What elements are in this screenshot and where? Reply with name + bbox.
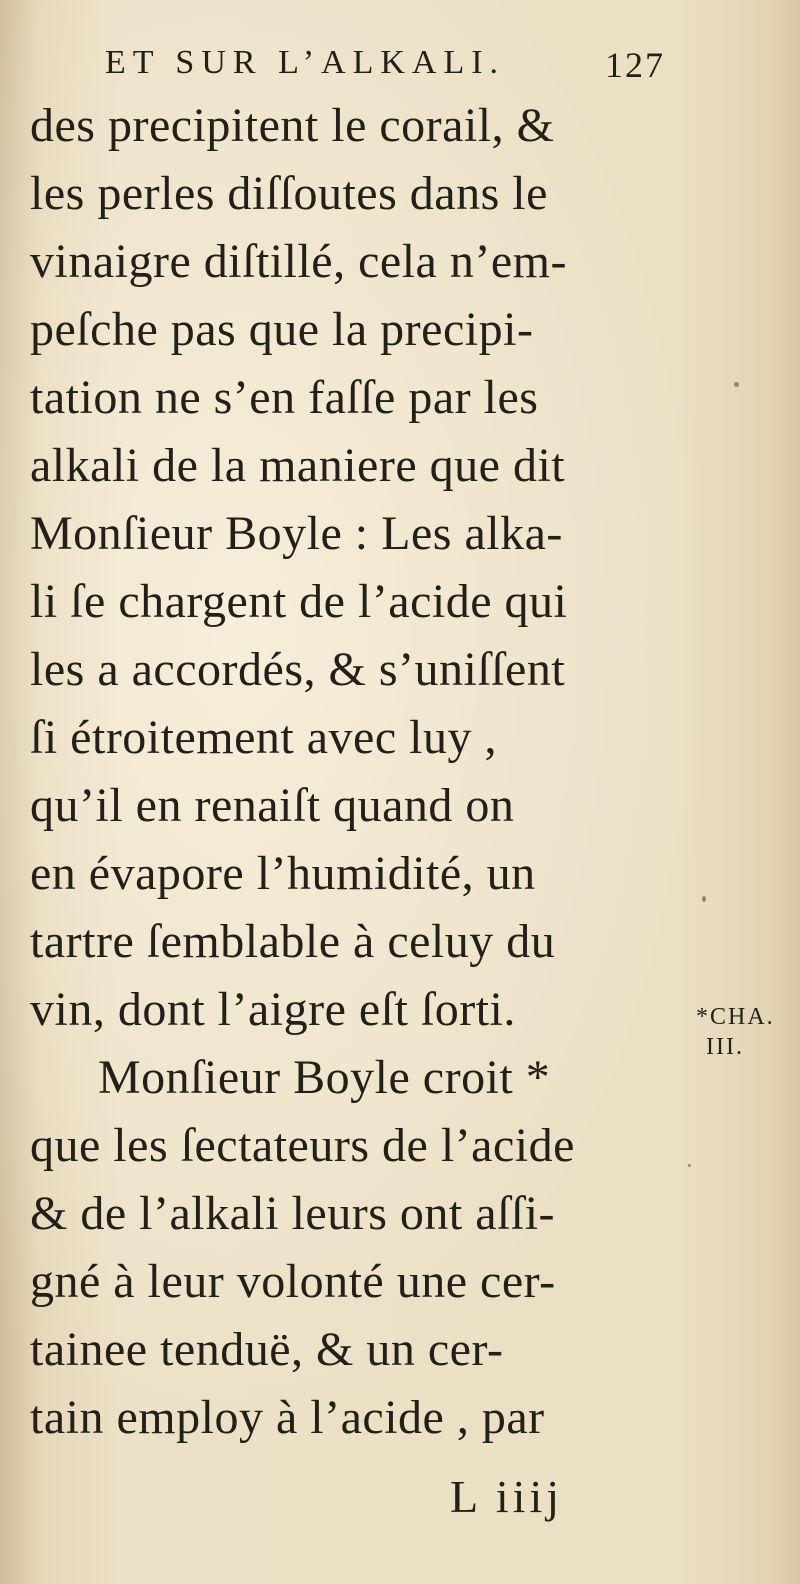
text-line: & de l’alkali leurs ont aſſi- (30, 1187, 556, 1240)
text-line: tain employ à l’acide , par (30, 1391, 545, 1444)
body-text (30, 92, 680, 1452)
margin-note (696, 1002, 796, 1062)
text-line: peſche pas que la precipi- (30, 303, 534, 356)
margin-note-line: *CHA. (696, 1004, 775, 1030)
text-line: en évapore l’humidité, un (30, 847, 536, 900)
text-line: des precipitent le corail, & (30, 99, 555, 152)
paper-speck (688, 1164, 691, 1167)
text-line: que les ſectateurs de l’acide (30, 1119, 575, 1172)
running-head: ET SUR L’ALKALI. (105, 44, 506, 81)
text-line: gné à leur volonté une cer- (30, 1255, 556, 1308)
text-line: vin, dont l’aigre eſt ſorti. (30, 983, 516, 1036)
text-line: li ſe chargent de l’acide qui (30, 575, 568, 628)
text-line: vinaigre diſtillé, cela n’em- (30, 235, 567, 288)
text-line: Monſieur Boyle : Les alka- (30, 507, 563, 560)
text-line: les perles diſſoutes dans le (30, 167, 548, 220)
text-line: tation ne s’en faſſe par les (30, 371, 539, 424)
margin-note-line: III. (706, 1034, 744, 1060)
text-line: tartre ſemblable à celuy du (30, 915, 556, 968)
page-header (105, 40, 665, 90)
signature-mark: L iiij (450, 1471, 564, 1522)
text-line: les a accordés, & s’uniſſent (30, 643, 566, 696)
page-number: 127 (605, 45, 665, 85)
paragraph-start-line: Monſieur Boyle croit * (98, 1051, 551, 1104)
text-line: alkali de la maniere que dit (30, 439, 566, 492)
paper-speck (702, 896, 706, 902)
paper-speck (734, 382, 739, 387)
text-line: tainee tenduë, & un cer- (30, 1323, 504, 1376)
text-line: ſi étroitement avec luy , (30, 711, 497, 764)
text-line: qu’il en renaiſt quand on (30, 779, 515, 832)
